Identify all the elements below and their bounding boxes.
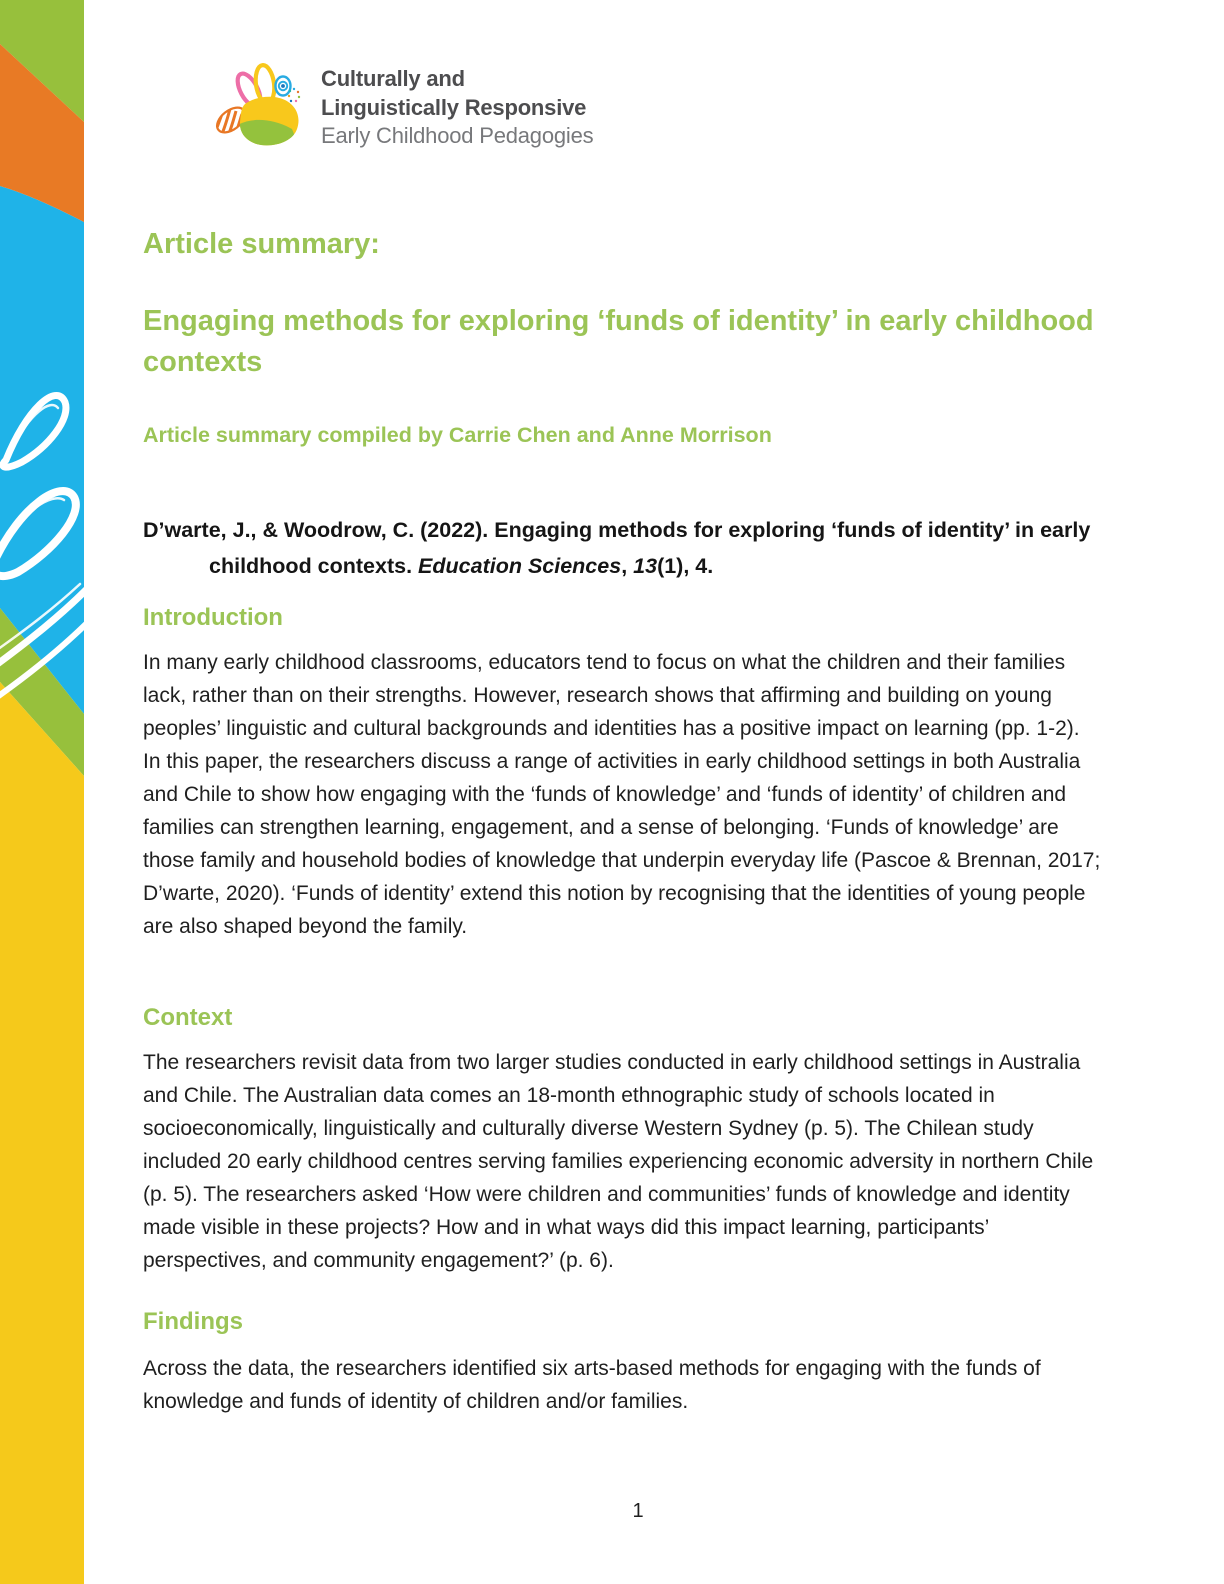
citation-part-1: D’warte, J., & Woodrow, C. (2022). Engaging methods for exploring ‘funds of identity’ in early childhood contexts. (143, 518, 1091, 578)
logo-line-1: Culturally and (321, 66, 465, 91)
dotted-ring (288, 88, 300, 102)
section-heading-findings: Findings (143, 1308, 243, 1335)
page-number: 1 (632, 1500, 644, 1522)
logo-line-3: Early Childhood Pedagogies (321, 123, 594, 148)
section-heading-context: Context (143, 1004, 233, 1031)
section-body-introduction: In many early childhood classrooms, educators tend to focus on what the children and their families lack, rather than on their strengths. However, research shows that affirming and building on young peoples’ linguistic and cultural backgrounds and identities has a positive impact on learning (pp. 1-2). In this paper, the researchers discuss a range of activities in early childhood settings in both Australia and Chile to show how engaging with the ‘funds of knowledge’ and ‘funds of identity’ of children and families can strengthen learning, engagement, and a sense of belonging. ‘Funds of knowledge’ are those family and household bodies of knowledge that underpin everyday life (Pascoe & Brennan, 2017; D’warte, 2020). ‘Funds of identity’ extend this notion by recognising that the identities of young people are also shaped beyond the family. (143, 651, 1101, 938)
section-body-findings: Across the data, the researchers identified six arts-based methods for engaging with the funds of knowledge and funds of identity of children and/or families. (143, 1357, 1041, 1413)
citation (143, 512, 1165, 584)
byline: Article summary compiled by Carrie Chen and Anne Morrison (143, 423, 772, 447)
citation-part-5: (1), 4. (657, 554, 714, 578)
handprint-logo-icon (212, 54, 308, 166)
article-summary-kicker: Article summary: (143, 228, 380, 260)
page-title: Engaging methods for exploring ‘funds of identity’ in early childhood contexts (143, 305, 1094, 378)
citation-journal-name: Education Sciences (418, 554, 622, 578)
logo (212, 54, 593, 166)
logo-text (321, 65, 593, 151)
section-heading-introduction: Introduction (143, 604, 283, 631)
left-color-band (0, 0, 84, 1584)
citation-volume: 13 (633, 554, 658, 578)
section-body-context: The researchers revisit data from two larger studies conducted in early childhood settings in Australia and Chile. The Australian data comes an 18-month ethnographic study of schools located in socioeconomically, linguistically and culturally diverse Western Sydney (p. 5). The Chilean study included 20 early childhood centres serving families experiencing economic adversity in northern Chile (p. 5). The researchers asked ‘How were children and communities’ funds of knowledge and identity made visible in these projects? How and in what ways did this impact learning, participants’ perspectives, and community engagement?’ (p. 6). (143, 1051, 1094, 1272)
logo-line-2: Linguistically Responsive (321, 94, 587, 120)
citation-part-3: , (621, 554, 634, 578)
